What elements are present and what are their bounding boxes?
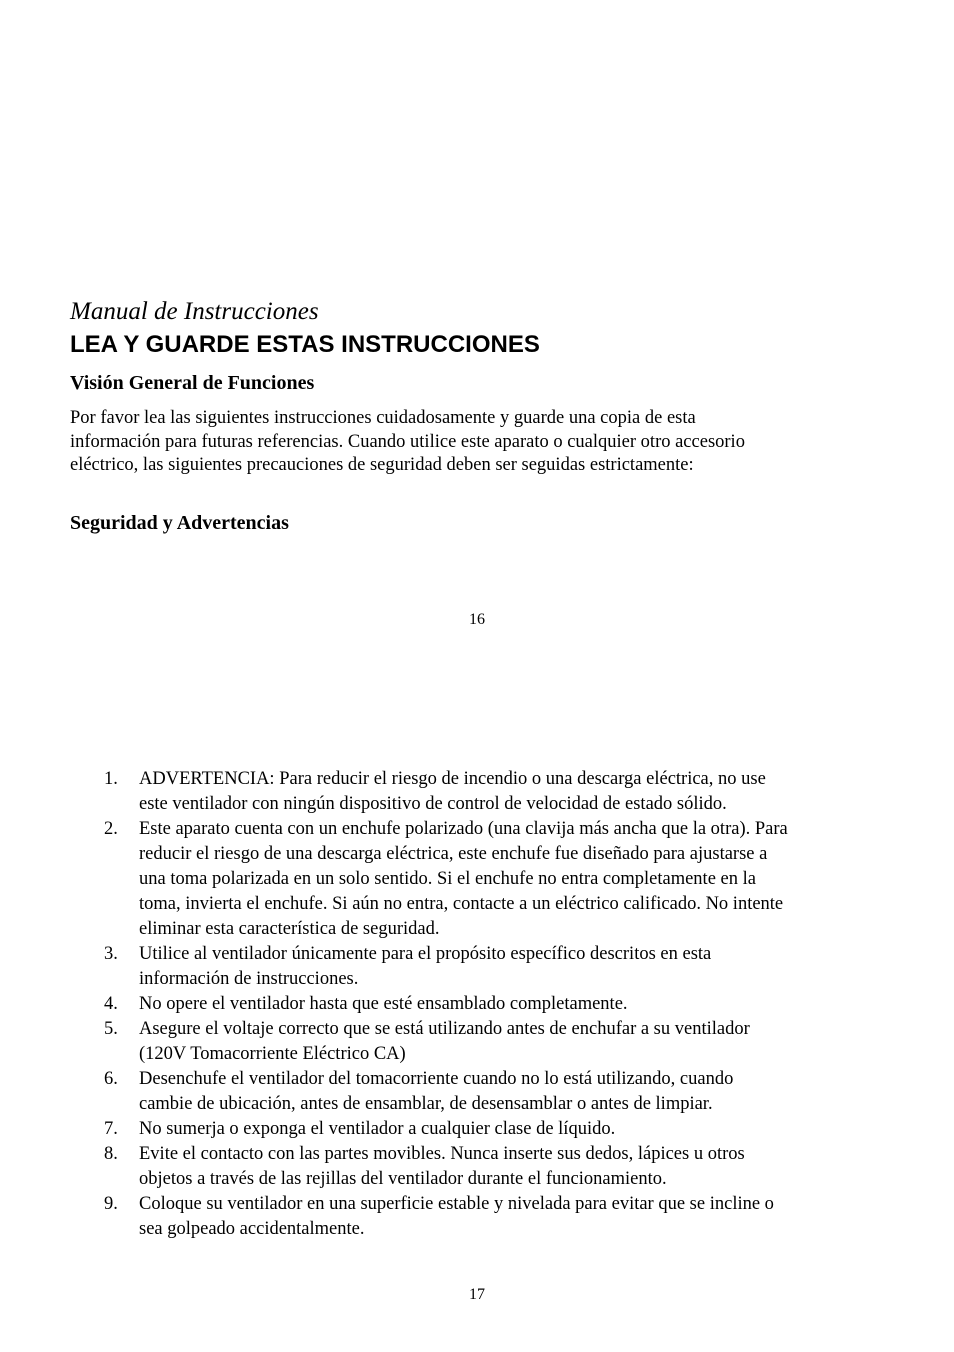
intro-line: Por favor lea las siguientes instrucciones cuidadosamente y guarde una copia de esta xyxy=(70,408,696,428)
warning-text-line: reducir el riesgo de una descarga eléctrica, este enchufe fue diseñado para ajustarse a xyxy=(139,844,768,864)
warning-text-line: este ventilador con ningún dispositivo de control de velocidad de estado sólido. xyxy=(139,794,727,814)
warning-number: 4. xyxy=(104,994,118,1014)
warning-item xyxy=(70,1067,900,1117)
safety-heading: Seguridad y Advertencias xyxy=(70,512,289,534)
warning-text-line: toma, invierta el enchufe. Si aún no entra, contacte a un eléctrico calificado. No intente xyxy=(139,894,784,914)
warning-number: 8. xyxy=(104,1144,118,1164)
warning-text-line: No sumerja o exponga el ventilador a cualquier clase de líquido. xyxy=(139,1119,616,1139)
warning-text-line: Desenchufe el ventilador del tomacorriente cuando no lo está utilizando, cuando xyxy=(139,1069,734,1089)
warning-text-line: cambie de ubicación, antes de ensamblar, de desensamblar o antes de limpiar. xyxy=(139,1094,713,1114)
warning-item xyxy=(70,1192,900,1242)
warning-item xyxy=(70,1017,900,1067)
warning-text-line: Coloque su ventilador en una superficie estable y nivelada para evitar que se incline o xyxy=(139,1194,774,1214)
warning-number: 1. xyxy=(104,769,118,789)
warning-number: 5. xyxy=(104,1019,118,1039)
warning-item xyxy=(70,942,900,992)
page-number: 16 xyxy=(469,611,485,628)
intro-line: eléctrico, las siguientes precauciones de seguridad deben ser seguidas estrictamente: xyxy=(70,455,694,475)
intro-paragraph xyxy=(70,407,890,478)
main-heading: LEA Y GUARDE ESTAS INSTRUCCIONES xyxy=(70,331,540,358)
intro-line: información para futuras referencias. Cuando utilice este aparato o cualquier otro accesorio xyxy=(70,431,745,452)
warning-text-line: sea golpeado accidentalmente. xyxy=(139,1219,365,1239)
manual-title: Manual de Instrucciones xyxy=(70,298,319,325)
overview-heading: Visión General de Funciones xyxy=(70,372,315,394)
warning-item xyxy=(70,1142,900,1192)
warnings-list xyxy=(70,767,900,1242)
warning-text-line: Utilice al ventilador únicamente para el propósito específico descritos en esta xyxy=(139,944,712,964)
warning-item xyxy=(70,992,900,1017)
warning-item xyxy=(70,767,900,817)
warning-item xyxy=(70,817,900,942)
page-number: 17 xyxy=(469,1286,485,1303)
warning-text-line: eliminar esta característica de seguridad. xyxy=(139,919,440,939)
warning-text-line: información de instrucciones. xyxy=(139,969,359,989)
warning-text-line: Este aparato cuenta con un enchufe polarizado (una clavija más ancha que la otra). Para xyxy=(139,819,788,839)
warning-text-line: ADVERTENCIA: Para reducir el riesgo de incendio o una descarga eléctrica, no use xyxy=(139,769,766,789)
warning-number: 7. xyxy=(104,1119,118,1139)
warning-text-line: objetos a través de las rejillas del ventilador durante el funcionamiento. xyxy=(139,1169,667,1189)
warning-number: 3. xyxy=(104,944,118,964)
warning-text-line: Asegure el voltaje correcto que se está utilizando antes de enchufar a su ventilador xyxy=(139,1019,750,1039)
warning-text-line: No opere el ventilador hasta que esté ensamblado completamente. xyxy=(139,994,628,1014)
warning-text-line: Evite el contacto con las partes movibles. Nunca inserte sus dedos, lápices u otros xyxy=(139,1144,745,1164)
warning-item xyxy=(70,1117,900,1142)
warning-text-line: una toma polarizada en un solo sentido. Si el enchufe no entra completamente en la xyxy=(139,869,756,889)
warning-text-line: (120V Tomacorriente Eléctrico CA) xyxy=(139,1044,406,1064)
warning-number: 6. xyxy=(104,1069,118,1089)
warning-number: 9. xyxy=(104,1194,118,1214)
warning-number: 2. xyxy=(104,819,118,839)
